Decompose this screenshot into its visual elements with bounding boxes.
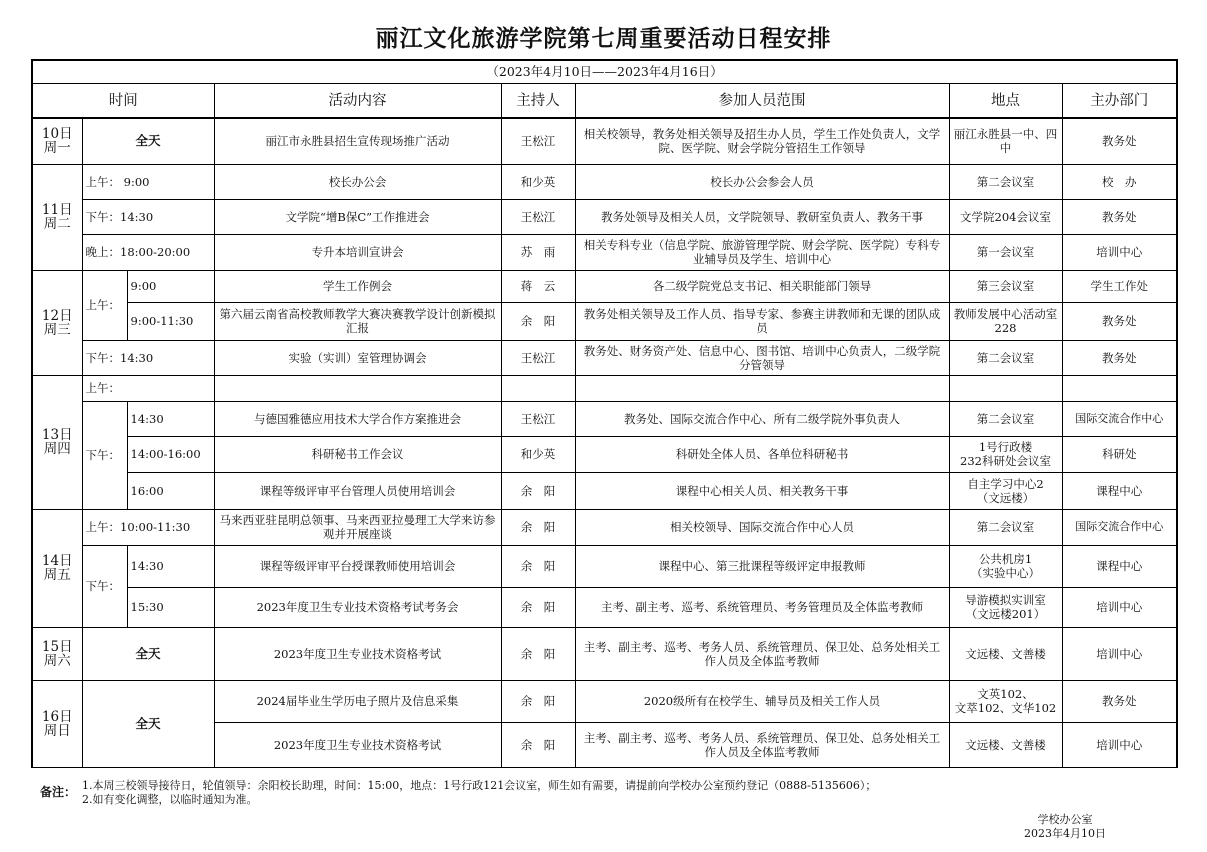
day-cell: 11日 周二 <box>32 164 82 270</box>
content-cell: 校长办公会 <box>214 164 501 199</box>
dept-cell: 课程中心 <box>1062 545 1177 587</box>
host-cell: 余 阳 <box>501 472 575 509</box>
host-cell: 和少英 <box>501 164 575 199</box>
day-cell: 16日 周日 <box>32 680 82 767</box>
content-cell: 丽江市永胜县招生宣传现场推广活动 <box>214 118 501 164</box>
host-cell: 王松江 <box>501 401 575 436</box>
note-line: 1.本周三校领导接待日，轮值领导：余阳校长助理，时间：15:00，地点：1号行政121会议室，师生如有需要，请提前向学校办公室预约登记（0888-5135606）； <box>82 779 877 792</box>
location-cell: 导游模拟实训室 （文远楼201） <box>949 587 1062 627</box>
table-row <box>32 627 1177 680</box>
dept-cell: 培训中心 <box>1062 234 1177 270</box>
location-cell: 文学院204会议室 <box>949 199 1062 234</box>
location-cell: 第二会议室 <box>949 340 1062 375</box>
dept-cell: 教务处 <box>1062 302 1177 340</box>
notes-label: 备注： <box>40 785 77 799</box>
location-cell: 第二会议室 <box>949 164 1062 199</box>
table-row <box>32 472 1177 509</box>
content-cell: 第六届云南省高校教师教学大赛决赛教学设计创新模拟汇报 <box>214 302 501 340</box>
empty-cell <box>214 375 501 401</box>
period-label: 下午： <box>82 545 127 627</box>
content-cell: 课程等级评审平台授课教师使用培训会 <box>214 545 501 587</box>
location-cell: 公共机房1 （实验中心） <box>949 545 1062 587</box>
location-cell: 第一会议室 <box>949 234 1062 270</box>
host-cell: 王松江 <box>501 118 575 164</box>
content-cell: 文学院“增B保C”工作推进会 <box>214 199 501 234</box>
participants-cell: 教务处、财务资产处、信息中心、图书馆、培训中心负责人，二级学院分管领导 <box>575 340 949 375</box>
participants-cell: 教务处领导及相关人员，文学院领导、教研室负责人、教务干事 <box>575 199 949 234</box>
location-cell: 第二会议室 <box>949 401 1062 436</box>
host-cell: 余 阳 <box>501 680 575 722</box>
content-cell: 与德国雅德应用技术大学合作方案推进会 <box>214 401 501 436</box>
time-cell: 15:30 <box>127 587 214 627</box>
participants-cell: 相关校领导、国际交流合作中心人员 <box>575 509 949 545</box>
time-cell: 全天 <box>82 118 214 164</box>
time-cell: 全天 <box>82 680 214 767</box>
dept-cell: 国际交流合作中心 <box>1062 509 1177 545</box>
content-cell: 2023年度卫生专业技术资格考试 <box>214 627 501 680</box>
time-cell: 全天 <box>82 627 214 680</box>
page-title: 丽江文化旅游学院第七周重要活动日程安排 <box>375 25 832 52</box>
participants-cell: 教务处、国际交流合作中心、所有二级学院外事负责人 <box>575 401 949 436</box>
location-cell: 文远楼、文善楼 <box>949 627 1062 680</box>
table-row <box>32 164 1177 199</box>
table-row <box>32 234 1177 270</box>
content-cell: 专升本培训宣讲会 <box>214 234 501 270</box>
signature-date: 2023年4月10日 <box>1024 827 1106 840</box>
dept-cell: 教务处 <box>1062 680 1177 722</box>
header-host: 主持人 <box>501 84 575 119</box>
empty-cell <box>949 375 1062 401</box>
participants-cell: 2020级所有在校学生、辅导员及相关工作人员 <box>575 680 949 722</box>
day-cell: 14日 周五 <box>32 509 82 627</box>
table-row <box>32 375 1177 401</box>
content-cell: 马来西亚驻昆明总领事、马来西亚拉曼理工大学来访参观并开展座谈 <box>214 509 501 545</box>
dept-cell: 教务处 <box>1062 118 1177 164</box>
host-cell: 余 阳 <box>501 722 575 767</box>
header-location: 地点 <box>949 84 1062 119</box>
header-department: 主办部门 <box>1062 84 1177 119</box>
host-cell: 王松江 <box>501 199 575 234</box>
content-cell: 课程等级评审平台管理人员使用培训会 <box>214 472 501 509</box>
signature <box>1000 813 1130 841</box>
location-cell: 1号行政楼 232科研处会议室 <box>949 436 1062 472</box>
dept-cell: 教务处 <box>1062 199 1177 234</box>
table-row <box>32 118 1177 164</box>
table-row <box>32 401 1177 436</box>
content-cell: 科研秘书工作会议 <box>214 436 501 472</box>
period-label: 上午： <box>82 375 214 401</box>
location-cell: 丽江永胜县一中、四中 <box>949 118 1062 164</box>
empty-cell <box>501 375 575 401</box>
date-range: （2023年4月10日——2023年4月16日） <box>32 60 1177 84</box>
notes <box>40 779 876 807</box>
content-cell: 实验（实训）室管理协调会 <box>214 340 501 375</box>
host-cell: 余 阳 <box>501 509 575 545</box>
time-cell: 9:00-11:30 <box>127 302 214 340</box>
day-cell: 15日 周六 <box>32 627 82 680</box>
participants-cell: 主考、副主考、巡考、考务人员、系统管理员、保卫处、总务处相关工作人员及全体监考教师 <box>575 722 949 767</box>
content-cell: 2023年度卫生专业技术资格考试考务会 <box>214 587 501 627</box>
location-cell: 文英102、 文萃102、文华102 <box>949 680 1062 722</box>
participants-cell: 相关专科专业（信息学院、旅游管理学院、财会学院、医学院）专科专业辅导员及学生、培训中心 <box>575 234 949 270</box>
location-cell: 文远楼、文善楼 <box>949 722 1062 767</box>
table-row <box>32 270 1177 302</box>
host-cell: 余 阳 <box>501 545 575 587</box>
host-cell: 苏 雨 <box>501 234 575 270</box>
dept-cell: 国际交流合作中心 <box>1062 401 1177 436</box>
empty-cell <box>575 375 949 401</box>
time-cell: 14:30 <box>127 401 214 436</box>
participants-cell: 科研处全体人员、各单位科研秘书 <box>575 436 949 472</box>
time-cell: 14:00-16:00 <box>127 436 214 472</box>
location-cell: 教师发展中心活动室228 <box>949 302 1062 340</box>
dept-cell: 培训中心 <box>1062 587 1177 627</box>
time-cell: 上午：10:00-11:30 <box>82 509 214 545</box>
table-row <box>32 545 1177 587</box>
time-cell: 下午：14:30 <box>82 340 214 375</box>
content-cell: 学生工作例会 <box>214 270 501 302</box>
host-cell: 余 阳 <box>501 627 575 680</box>
host-cell: 和少英 <box>501 436 575 472</box>
dept-cell: 科研处 <box>1062 436 1177 472</box>
period-label: 上午： <box>82 270 127 340</box>
day-cell: 10日 周一 <box>32 118 82 164</box>
location-cell: 第三会议室 <box>949 270 1062 302</box>
table-row <box>32 587 1177 627</box>
host-cell: 王松江 <box>501 340 575 375</box>
participants-cell: 校长办公会参会人员 <box>575 164 949 199</box>
host-cell: 余 阳 <box>501 587 575 627</box>
dept-cell: 学生工作处 <box>1062 270 1177 302</box>
header-content: 活动内容 <box>214 84 501 119</box>
signature-office: 学校办公室 <box>1037 813 1093 826</box>
location-cell: 自主学习中心2 （文远楼） <box>949 472 1062 509</box>
schedule-table <box>31 59 1178 768</box>
table-row <box>32 302 1177 340</box>
time-cell: 晚上：18:00-20:00 <box>82 234 214 270</box>
host-cell: 蒋 云 <box>501 270 575 302</box>
table-row <box>32 340 1177 375</box>
table-row <box>32 680 1177 722</box>
time-cell: 下午：14:30 <box>82 199 214 234</box>
day-cell: 12日 周三 <box>32 270 82 375</box>
empty-cell <box>1062 375 1177 401</box>
content-cell: 2024届毕业生学历电子照片及信息采集 <box>214 680 501 722</box>
participants-cell: 主考、副主考、巡考、考务人员、系统管理员、保卫处、总务处相关工作人员及全体监考教师 <box>575 627 949 680</box>
time-cell: 16:00 <box>127 472 214 509</box>
dept-cell: 培训中心 <box>1062 627 1177 680</box>
location-cell: 第二会议室 <box>949 509 1062 545</box>
header-participants: 参加人员范围 <box>575 84 949 119</box>
host-cell: 余 阳 <box>501 302 575 340</box>
note-line: 2.如有变化调整，以临时通知为准。 <box>82 793 258 806</box>
day-cell: 13日 周四 <box>32 375 82 509</box>
dept-cell: 教务处 <box>1062 340 1177 375</box>
participants-cell: 教务处相关领导及工作人员、指导专家、参赛主讲教师和无课的团队成员 <box>575 302 949 340</box>
content-cell: 2023年度卫生专业技术资格考试 <box>214 722 501 767</box>
participants-cell: 各二级学院党总支书记、相关职能部门领导 <box>575 270 949 302</box>
period-label: 下午： <box>82 401 127 509</box>
dept-cell: 校 办 <box>1062 164 1177 199</box>
time-cell: 9:00 <box>127 270 214 302</box>
table-row <box>32 436 1177 472</box>
participants-cell: 课程中心、第三批课程等级评定申报教师 <box>575 545 949 587</box>
participants-cell: 主考、副主考、巡考、系统管理员、考务管理员及全体监考教师 <box>575 587 949 627</box>
participants-cell: 课程中心相关人员、相关教务干事 <box>575 472 949 509</box>
time-cell: 上午： 9:00 <box>82 164 214 199</box>
dept-cell: 培训中心 <box>1062 722 1177 767</box>
table-row <box>32 509 1177 545</box>
dept-cell: 课程中心 <box>1062 472 1177 509</box>
participants-cell: 相关校领导，教务处相关领导及招生办人员，学生工作处负责人，文学院、医学院、财会学院分管招生工作领导 <box>575 118 949 164</box>
time-cell: 14:30 <box>127 545 214 587</box>
table-row <box>32 199 1177 234</box>
header-time: 时间 <box>32 84 214 119</box>
